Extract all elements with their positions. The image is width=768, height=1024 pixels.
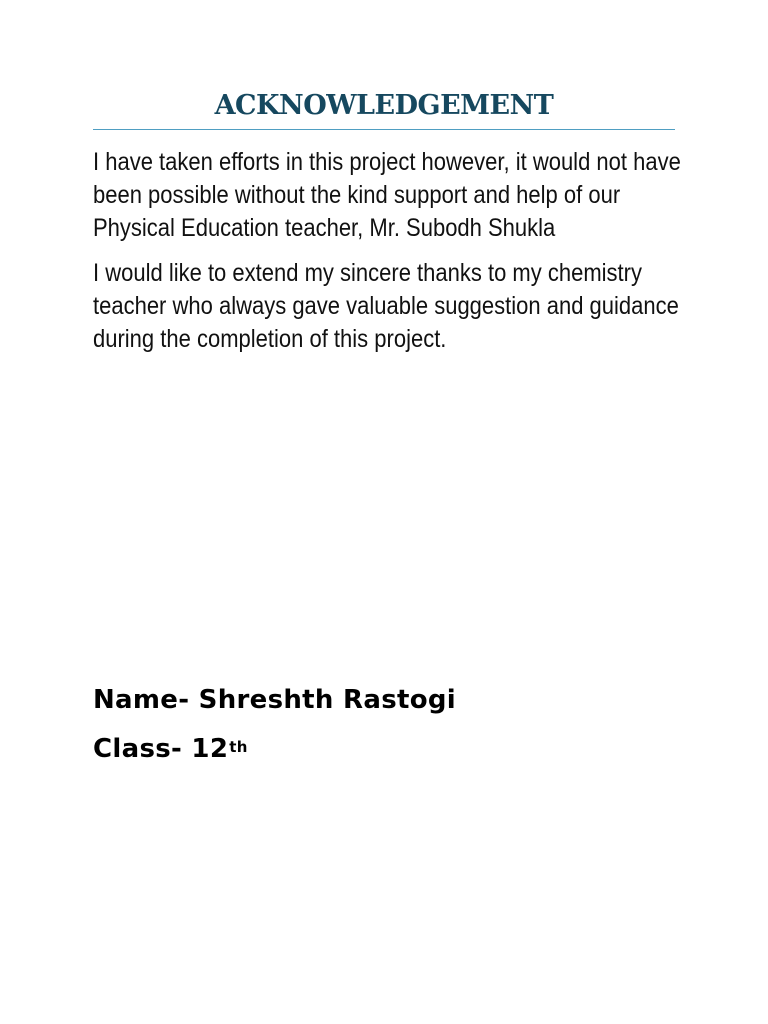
student-name-text: Name- Shreshth Rastogi xyxy=(93,685,456,715)
student-class-text: Class- 12 xyxy=(93,734,229,764)
page-title: ACKNOWLEDGEMENT xyxy=(214,90,554,121)
student-name xyxy=(93,684,456,716)
student-class xyxy=(93,733,248,765)
title-divider xyxy=(93,129,675,130)
acknowledgement-paragraph-1: I have taken efforts in this project however, it would not have been possible without the kind support and help of our Physical Education teacher, Mr. Subodh Shukla xyxy=(93,148,681,242)
acknowledgement-paragraph-2: I would like to extend my sincere thanks to my chemistry teacher who always gave valuable suggestion and guidance during the completion of this project. xyxy=(93,259,679,353)
class-ordinal-suffix: th xyxy=(229,738,248,756)
